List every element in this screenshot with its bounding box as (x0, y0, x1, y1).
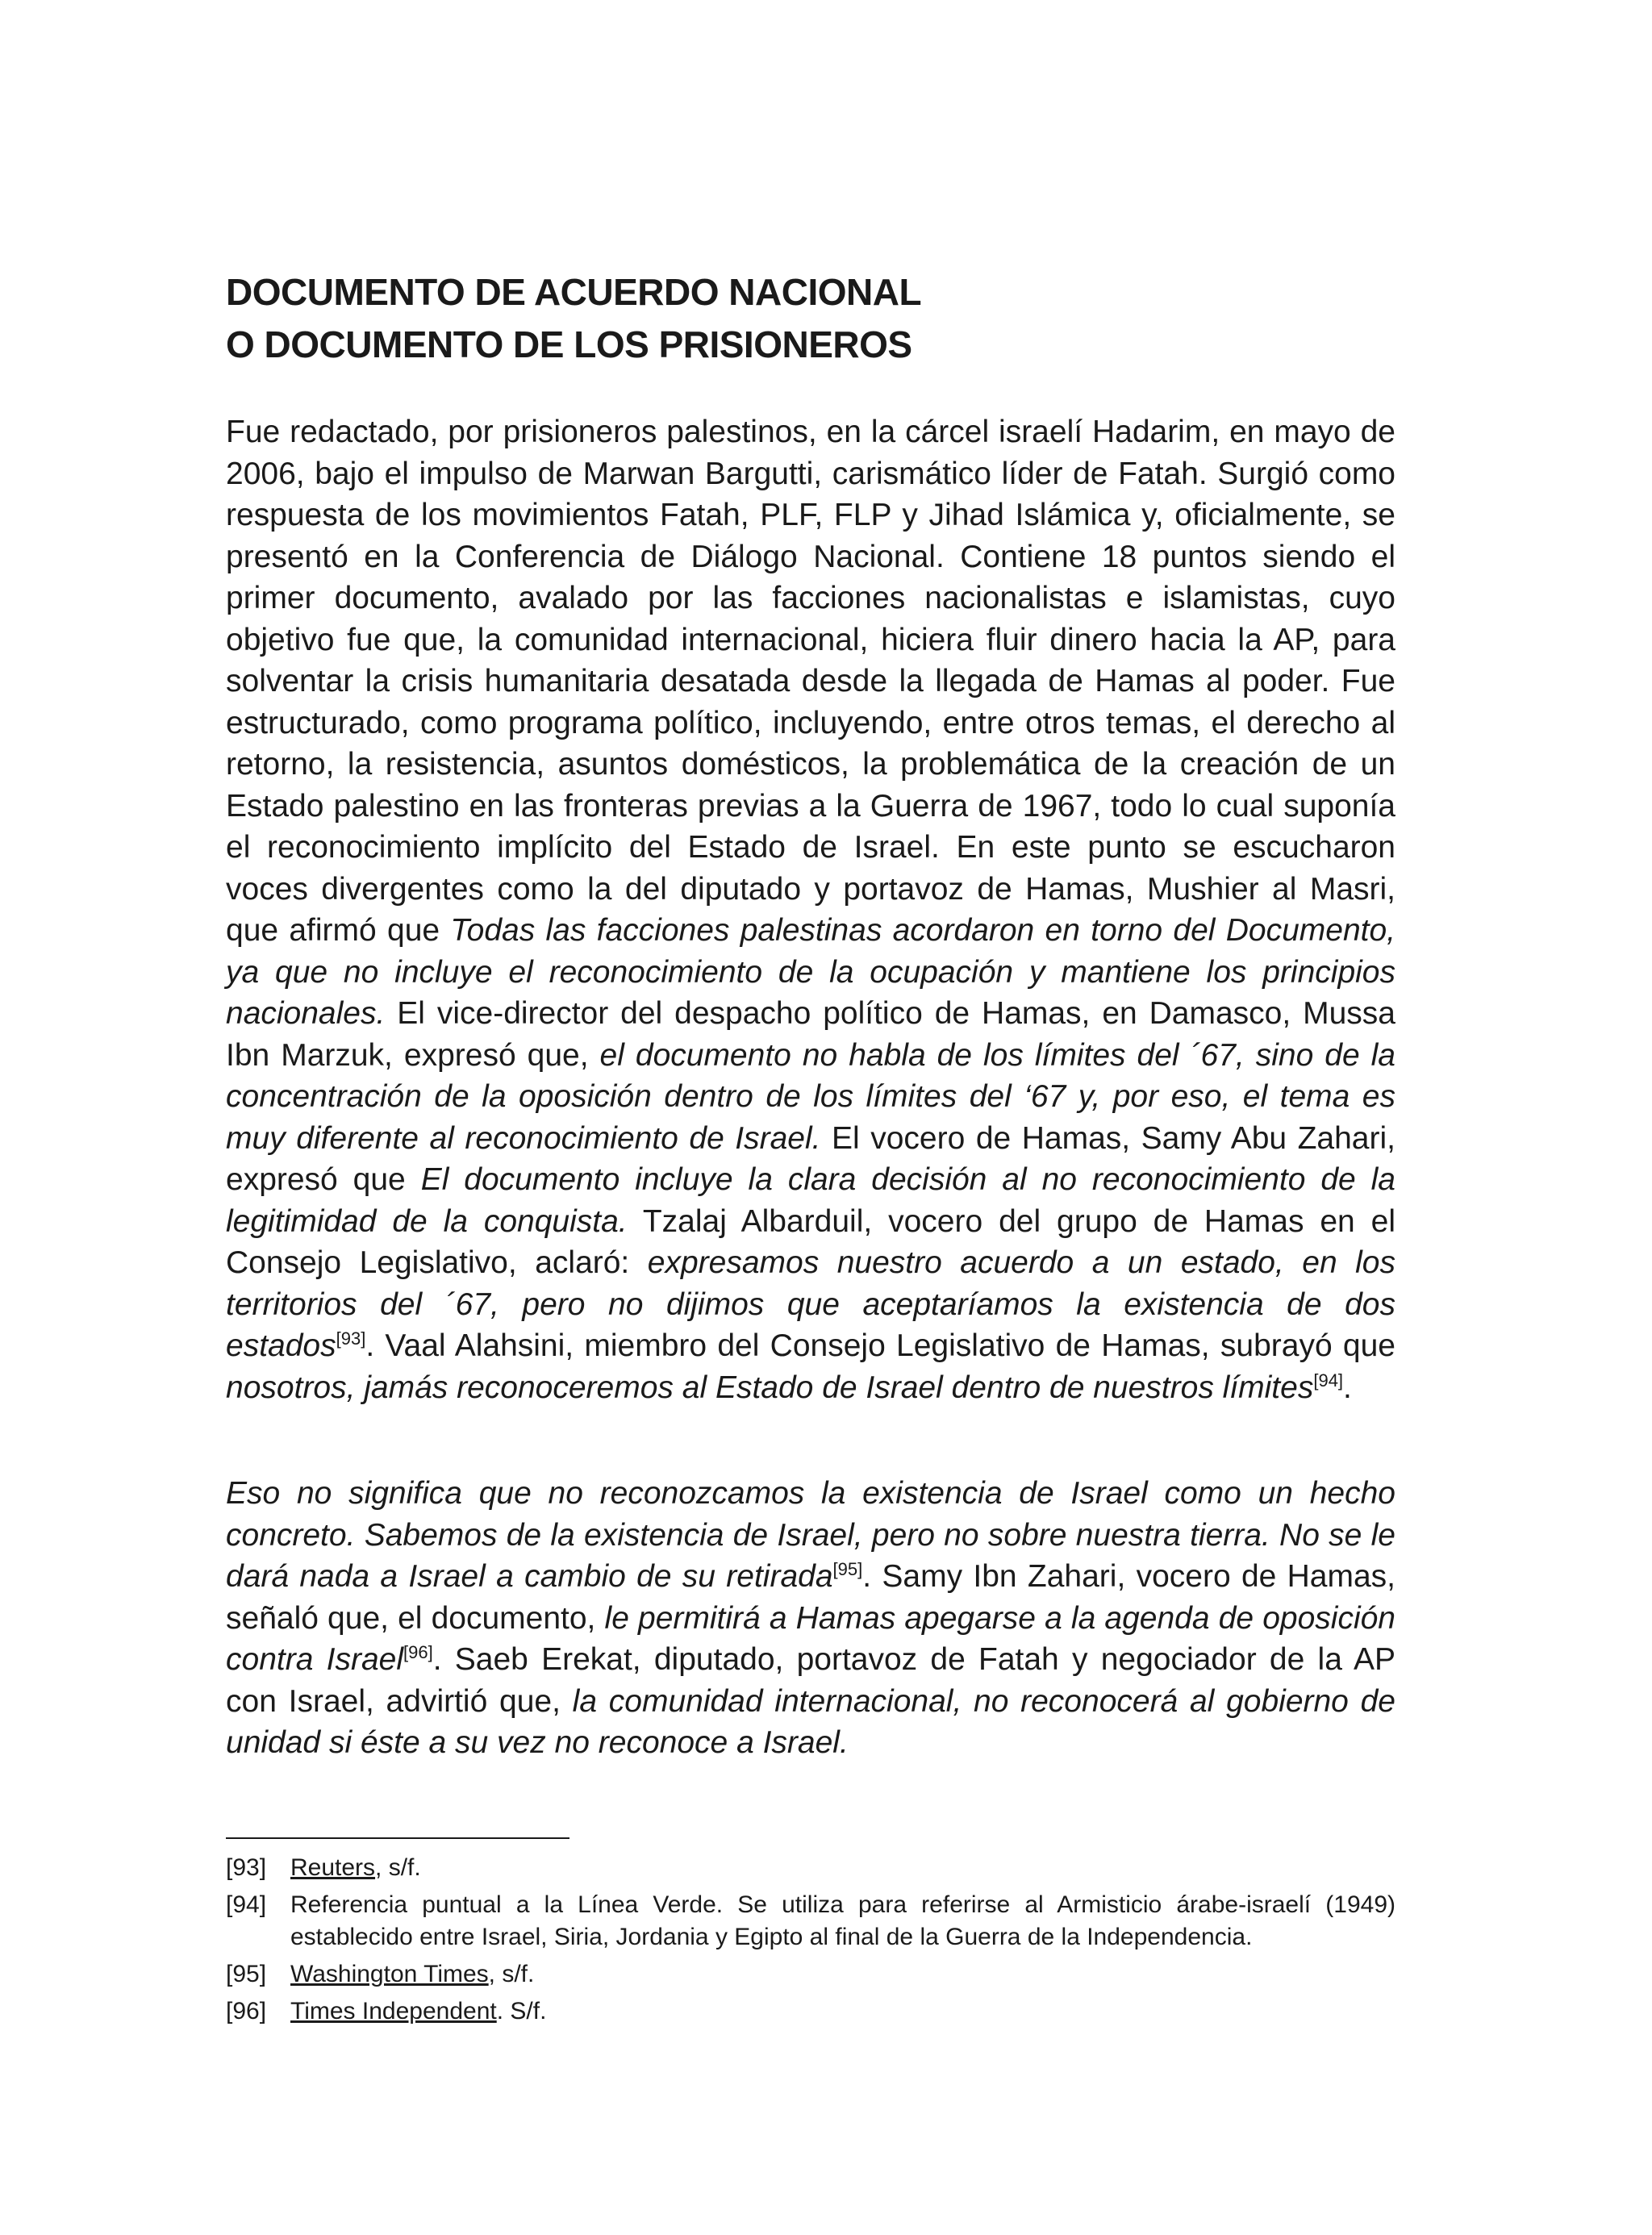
quote: le permitirá a Hamas apegarse a la agenda de oposición contra Israel (226, 1600, 1395, 1677)
quote: el documento no habla de los límites del ´67, sino de la concentración de la oposición dentro de los límites del ‘67 y, por eso, el tema es muy diferente al reconocimiento de Israel. (226, 1037, 1395, 1156)
title-line-1: DOCUMENTO DE ACUERDO NACIONAL (226, 271, 922, 313)
footnote-text (290, 1889, 1395, 1954)
footnote-93 (226, 1852, 1395, 1884)
quote: Todas las facciones palestinas acordaron en torno del Documento, ya que no incluye el reconocimiento de la ocupación y mantiene los principios nacionales. (226, 913, 1395, 1031)
text-segment: . (1343, 1370, 1352, 1405)
quote: Eso no significa que no reconozcamos la existencia de Israel como un hecho concreto. Sabemos de la existencia de Israel, pero no sobre nuestra tierra. No se le dará nada a Israel a cambio de su retirada (226, 1476, 1395, 1594)
footnote-95 (226, 1958, 1395, 1991)
quote: nosotros, jamás reconoceremos al Estado de Israel dentro de nuestros límites (226, 1370, 1314, 1405)
footnote-number: [96] (226, 1998, 267, 2024)
text-segment: . Samy Ibn Zahari, vocero de Hamas, señaló que, el documento, (226, 1559, 1396, 1636)
title-line-2: O DOCUMENTO DE LOS PRISIONEROS (226, 323, 912, 365)
footnote-number: [95] (226, 1961, 267, 1987)
text-segment: El vocero de Hamas, Samy Abu Zahari, expresó que (226, 1120, 1395, 1197)
footnote-ref-96[interactable]: [96] (403, 1642, 433, 1662)
footnote-source: Washington Times (290, 1961, 489, 1987)
quote: expresamos nuestro acuerdo a un estado, en los territorios del ´67, pero no dijimos que aceptaríamos la existencia de dos estados (226, 1245, 1395, 1363)
footnote-number: [93] (226, 1854, 267, 1881)
footnote-ref-95[interactable]: [95] (832, 1559, 863, 1579)
footnote-rest: , s/f. (375, 1854, 421, 1881)
footnote-ref-94[interactable]: [94] (1313, 1370, 1344, 1391)
footnote-source: Reuters (290, 1854, 376, 1881)
footnote-rest: . S/f. (496, 1998, 547, 2024)
text-segment: . Vaal Alahsini, miembro del Consejo Legislativo de Hamas, subrayó que (365, 1328, 1395, 1363)
text-segment: El vice-director del despacho político de Hamas, en Damasco, Mussa Ibn Marzuk, expresó que, (226, 996, 1395, 1073)
quote: la comunidad internacional, no reconocerá al gobierno de unidad si éste a su vez no reconoce a Israel. (226, 1683, 1395, 1760)
body-paragraph-1 (226, 411, 1395, 1408)
text-segment: . Saeb Erekat, diputado, portavoz de Fatah y negociador de la AP con Israel, advirtió que, (226, 1642, 1395, 1719)
body-paragraph-2 (226, 1473, 1395, 1764)
footnote-ref-93[interactable]: [93] (336, 1328, 366, 1349)
footnote-text (290, 1995, 1395, 2028)
footnote-text (290, 1852, 1395, 1884)
footnote-rest: Referencia puntual a la Línea Verde. Se utiliza para referirse al Armisticio árabe-israelí (1949) establecido entre Israel, Siria, Jordania y Egipto al final de la Guerra de la Independencia. (290, 1891, 1395, 1950)
quote: El documento incluye la clara decisión al no reconocimiento de la legitimidad de la conquista. (226, 1162, 1395, 1239)
page-title (226, 266, 1395, 371)
footnote-rest: , s/f. (488, 1961, 535, 1987)
footnotes-list (226, 1852, 1395, 2033)
footnote-text (290, 1958, 1395, 1991)
footnote-divider (226, 1837, 569, 1839)
footnote-96 (226, 1995, 1395, 2028)
text-segment: Tzalaj Albarduil, vocero del grupo de Hamas en el Consejo Legislativo, aclaró: (226, 1203, 1395, 1280)
footnote-source: Times Independent (290, 1998, 497, 2024)
footnote-94 (226, 1889, 1395, 1954)
footnote-number: [94] (226, 1891, 267, 1918)
text-segment: Fue redactado, por prisioneros palestinos, en la cárcel israelí Hadarim, en mayo de 2006, bajo el impulso de Marwan Bargutti, carismático líder de Fatah. Surgió como respuesta de los movimientos Fatah, PLF, FLP y Jihad Islámica y, oficialmente, se presentó en la Conferencia de Diálogo Nacional. Contiene 18 puntos siendo el primer documento, avalado por las facciones nacionalistas e islamistas, cuyo objetivo fue que, la comunidad internacional, hiciera fluir dinero hacia la AP, para solventar la crisis humanitaria desatada desde la llegada de Hamas al poder. Fue estructurado, como programa político, incluyendo, entre otros temas, el derecho al retorno, la resistencia, asuntos domésticos, la problemática de la creación de un Estado palestino en las fronteras previas a la Guerra de 1967, todo lo cual suponía el reconocimiento implícito del Estado de Israel. En este punto se escucharon voces divergentes como la del diputado y portavoz de Hamas, Mushier al Masri, que afirmó que (226, 415, 1395, 948)
